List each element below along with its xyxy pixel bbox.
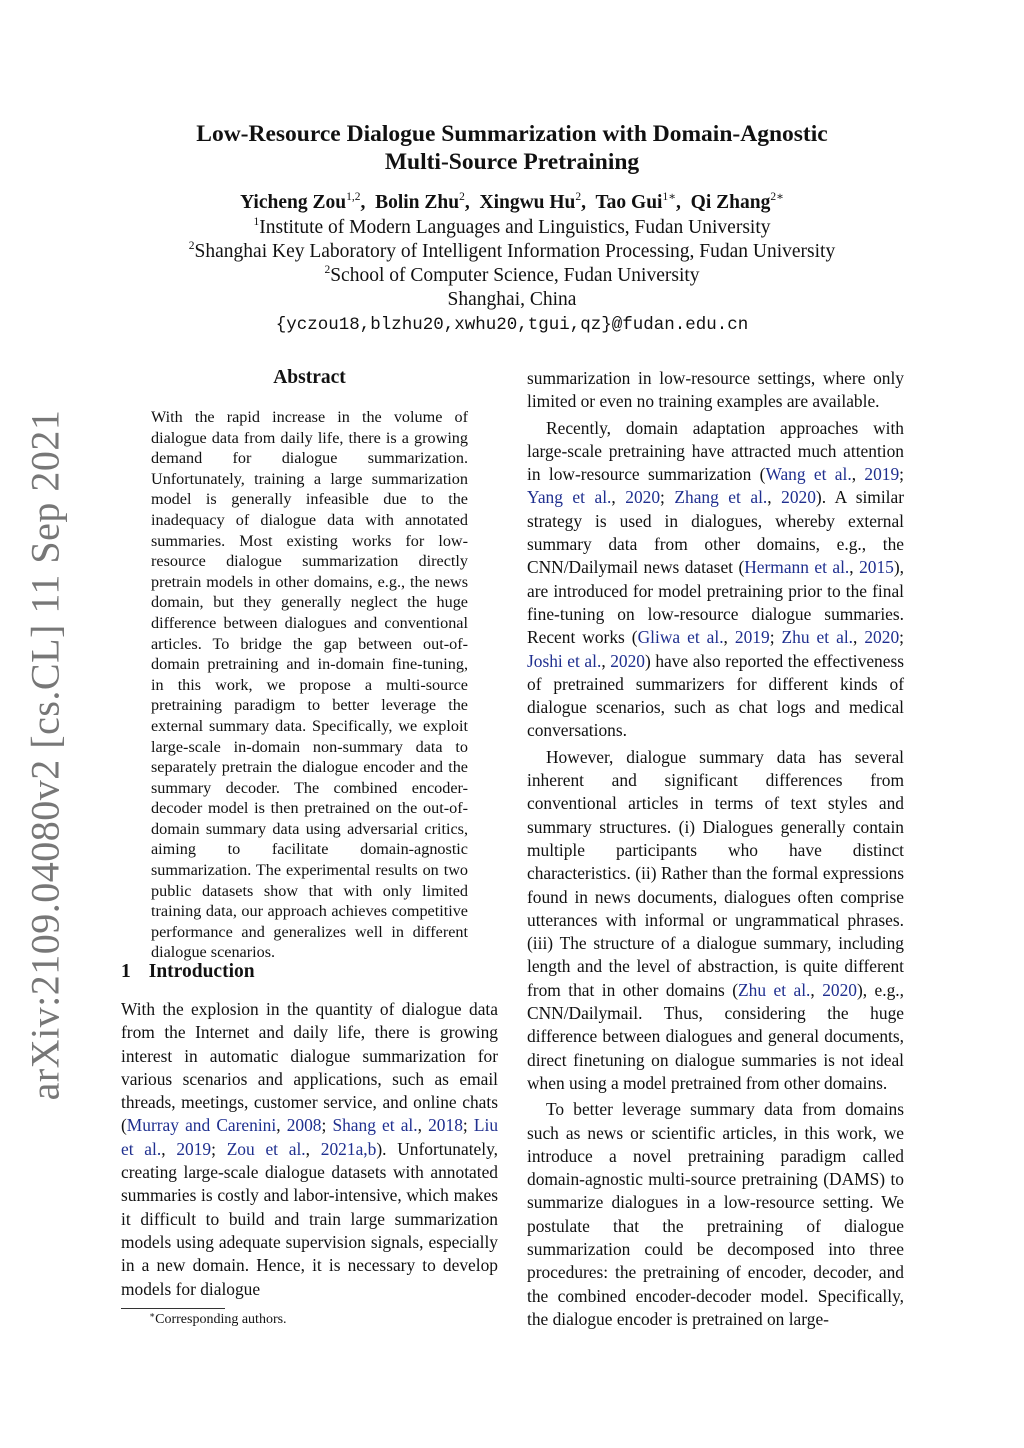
citation-link[interactable]: 2021a,b	[320, 1138, 377, 1159]
affiliation-location	[120, 288, 904, 312]
author-sup: 2∗	[770, 191, 784, 203]
section-title: Introduction	[148, 961, 255, 982]
affiliation-text: School of Computer Science, Fudan University	[330, 265, 700, 286]
affiliation-1	[120, 216, 904, 242]
footnote	[149, 1312, 287, 1328]
section-number: 1	[121, 961, 131, 982]
citation-link[interactable]: Zou et al.	[226, 1138, 306, 1159]
title-line-1: Low-Resource Dialogue Summarization with Domain-Agnostic	[196, 121, 828, 147]
citation-link[interactable]: 2020	[822, 979, 857, 1000]
affiliation-text: Institute of Modern Languages and Linguistics, Fudan University	[259, 217, 771, 238]
affiliation-text: Shanghai, China	[447, 289, 577, 310]
citation-link[interactable]: Yang et al.	[527, 487, 612, 508]
text-run: ,	[276, 1115, 287, 1136]
abstract-heading: Abstract	[273, 367, 346, 388]
paragraph: summarization in low-resource settings, where only limited or even no training examples are available.	[527, 368, 904, 412]
citation-link[interactable]: 2020	[610, 650, 645, 671]
text-run: ,	[601, 650, 611, 671]
affiliation-sup: 1	[253, 216, 260, 228]
paragraph	[527, 746, 904, 1095]
footnote-rule	[121, 1308, 225, 1309]
text-run: ,	[723, 627, 735, 648]
citation-link[interactable]: 2018	[428, 1115, 463, 1136]
text-run: ;	[899, 464, 904, 485]
text-run: ;	[899, 627, 904, 648]
author-emails[interactable]: {yczou18,blzhu20,xwhu20,tgui,qz}@fudan.edu.cn	[275, 315, 749, 335]
text-run: ,	[611, 487, 626, 508]
text-run: ). Unfortunately, creating large-scale dialogue datasets with annotated summaries is costly and labor-intensive, which makes it difficult to build and train large summarization models using adequate supervision signals, especially in a new domain. Hence, it is necessary to develop models for dialogue	[121, 1138, 498, 1299]
citation-link[interactable]: Liu et al.	[121, 1115, 499, 1159]
text-run: Recently, domain adaptation approaches with large-scale pretraining have attracted much attention in low-resource summarization (	[527, 417, 904, 485]
citation-link[interactable]: Zhu et al.	[781, 627, 853, 648]
footnote-text: Corresponding authors.	[155, 1312, 287, 1327]
text-run: However, dialogue summary data has several inherent and significant differences from conventional articles in terms of text styles and summary structures. (i) Dialogues generally contain multiple participants who have distinct characteristics. (ii) Rather than the formal expressions found in news documents, dialogues often comprise utterances with informal or ungrammatical phrases. (iii) The structure of a dialogue summary, including length and the level of abstraction, is quite different from that in other domains (	[527, 746, 904, 1000]
citation-link[interactable]: 2008	[286, 1115, 322, 1136]
introduction-paragraph-1	[121, 998, 498, 1301]
text-run: With the explosion in the quantity of dialogue data from the Internet and daily life, there is growing interest in automatic dialogue summarization for various scenarios and applications, such as email threads, meetings, customer service, and online chats (	[121, 999, 498, 1136]
text-run: ,	[849, 557, 860, 578]
right-column	[527, 367, 904, 1334]
citation-link[interactable]: 2019	[864, 464, 900, 485]
paper-title	[120, 120, 904, 176]
text-run: ;	[321, 1115, 333, 1136]
text-run: ) have also reported the effectiveness of pretrained summarizers for different kinds of dialogue scenarios, such as chat logs and medical conversations.	[527, 650, 905, 741]
text-run: ,	[417, 1115, 429, 1136]
citation-link[interactable]: Shang et al.	[332, 1115, 418, 1136]
citation-link[interactable]: Gliwa et al.	[637, 627, 724, 648]
text-run: ,	[305, 1138, 321, 1159]
paragraph	[527, 417, 904, 743]
affiliation-text: Shanghai Key Laboratory of Intelligent Information Processing, Fudan University	[194, 241, 836, 262]
citation-link[interactable]: Zhang et al.	[674, 487, 768, 508]
text-run: ). A similar strategy is used in dialogues, whereby external summary data from other domains, e.g., the CNN/Dailymail news dataset (	[527, 487, 904, 578]
affiliation-sup: 2	[324, 264, 331, 276]
affiliation-sup: 2	[188, 240, 195, 252]
text-run: ;	[769, 627, 782, 648]
author: Qi Zhang	[690, 192, 771, 213]
author-list: Yicheng Zou$^{1,2}$, Bolin Zhu$^2$, Xingwu Hu$^2$, Tao Gui$^{1∗}$, Qi Zhang$^{2∗}$	[240, 191, 784, 213]
text-run: ), are introduced for model pretraining prior to the final fine-tuning on low-resource dialogue summaries. Recent works (	[527, 557, 904, 648]
citation-link[interactable]: 2020	[864, 627, 900, 648]
citation-link[interactable]: 2015	[859, 557, 894, 578]
author: Yicheng Zou	[240, 192, 347, 213]
footnote-mark: ∗	[149, 1310, 156, 1320]
author: Bolin Zhu	[375, 192, 460, 213]
text-run: ,	[767, 487, 782, 508]
author-sup: 2	[575, 191, 582, 203]
citation-link[interactable]: Zhu et al.	[738, 979, 811, 1000]
text-run: ;	[462, 1115, 474, 1136]
text-run: ,	[853, 627, 865, 648]
affiliation-2	[120, 240, 904, 266]
citation-link[interactable]: Hermann et al.	[744, 557, 850, 578]
citation-link[interactable]: 2019	[176, 1138, 212, 1159]
arxiv-id-text: arXiv:2109.04080v2 [cs.CL] 11 Sep 2021	[22, 409, 68, 1101]
author-sup: 1∗	[662, 191, 677, 203]
citation-link[interactable]: 2020	[781, 487, 816, 508]
text-run: ,	[161, 1138, 177, 1159]
affiliation-3	[120, 264, 904, 290]
text-run: ,	[810, 979, 823, 1000]
citation-link[interactable]: Murray and Carenini	[126, 1115, 277, 1136]
citation-link[interactable]: Joshi et al.	[527, 650, 602, 671]
author-sup: 1,2	[346, 191, 361, 203]
text-run: ), e.g., CNN/Dailymail. Thus, considering the huge difference between dialogues and general documents, direct finetuning on dialogue summaries is not ideal when using a model pretrained from other domains.	[527, 979, 904, 1093]
citation-link[interactable]: Wang et al.	[765, 464, 852, 485]
title-line-2: Multi-Source Pretraining	[384, 149, 640, 175]
author-sup: 2	[459, 191, 465, 203]
text-run: ;	[660, 487, 675, 508]
text-run: ,	[851, 464, 865, 485]
citation-link[interactable]: 2019	[734, 627, 770, 648]
abstract-body: With the rapid increase in the volume of dialogue data from daily life, there is a growing demand for dialogue summarization. Unfortunately, training a large summarization model is generally infeasible due to the inadequacy of dialogue data with annotated summaries. Most existing works for low-resource dialogue summarization directly pretrain models in other domains, e.g., the news domain, but they generally neglect the huge difference between dialogues and conventional articles. To bridge the gap between out-of-domain pretraining and in-domain fine-tuning, in this work, we propose a multi-source pretraining paradigm to better leverage the external summary data. Specifically, we exploit large-scale in-domain non-summary data to separately pretrain the dialogue encoder and the summary decoder. The combined encoder-decoder model is then pretrained on the out-of-domain summary data using adversarial critics, aiming to facilitate domain-agnostic summarization. The experimental results on two public datasets show that with only limited training data, our approach achieves competitive performance and generalizes well in different dialogue scenarios.	[151, 408, 468, 962]
citation-link[interactable]: 2020	[625, 487, 661, 508]
section-heading-introduction	[121, 961, 255, 983]
author: Tao Gui	[595, 192, 663, 213]
author: Xingwu Hu	[479, 192, 576, 213]
text-run: ;	[211, 1138, 227, 1159]
arxiv-identifier	[22, 409, 68, 1101]
paragraph: To better leverage summary data from domains such as news or scientific articles, in this work, we introduce a novel pretraining paradigm called domain-agnostic multi-source pretraining (DAMS) to summarize dialogues in a low-resource setting. We postulate that the pretraining of dialogue summarization could be decomposed into three procedures: the pretraining of encoder, decoder, and the combined encoder-decoder model. Specifically, the dialogue encoder is pretrained on large-	[527, 1099, 904, 1329]
